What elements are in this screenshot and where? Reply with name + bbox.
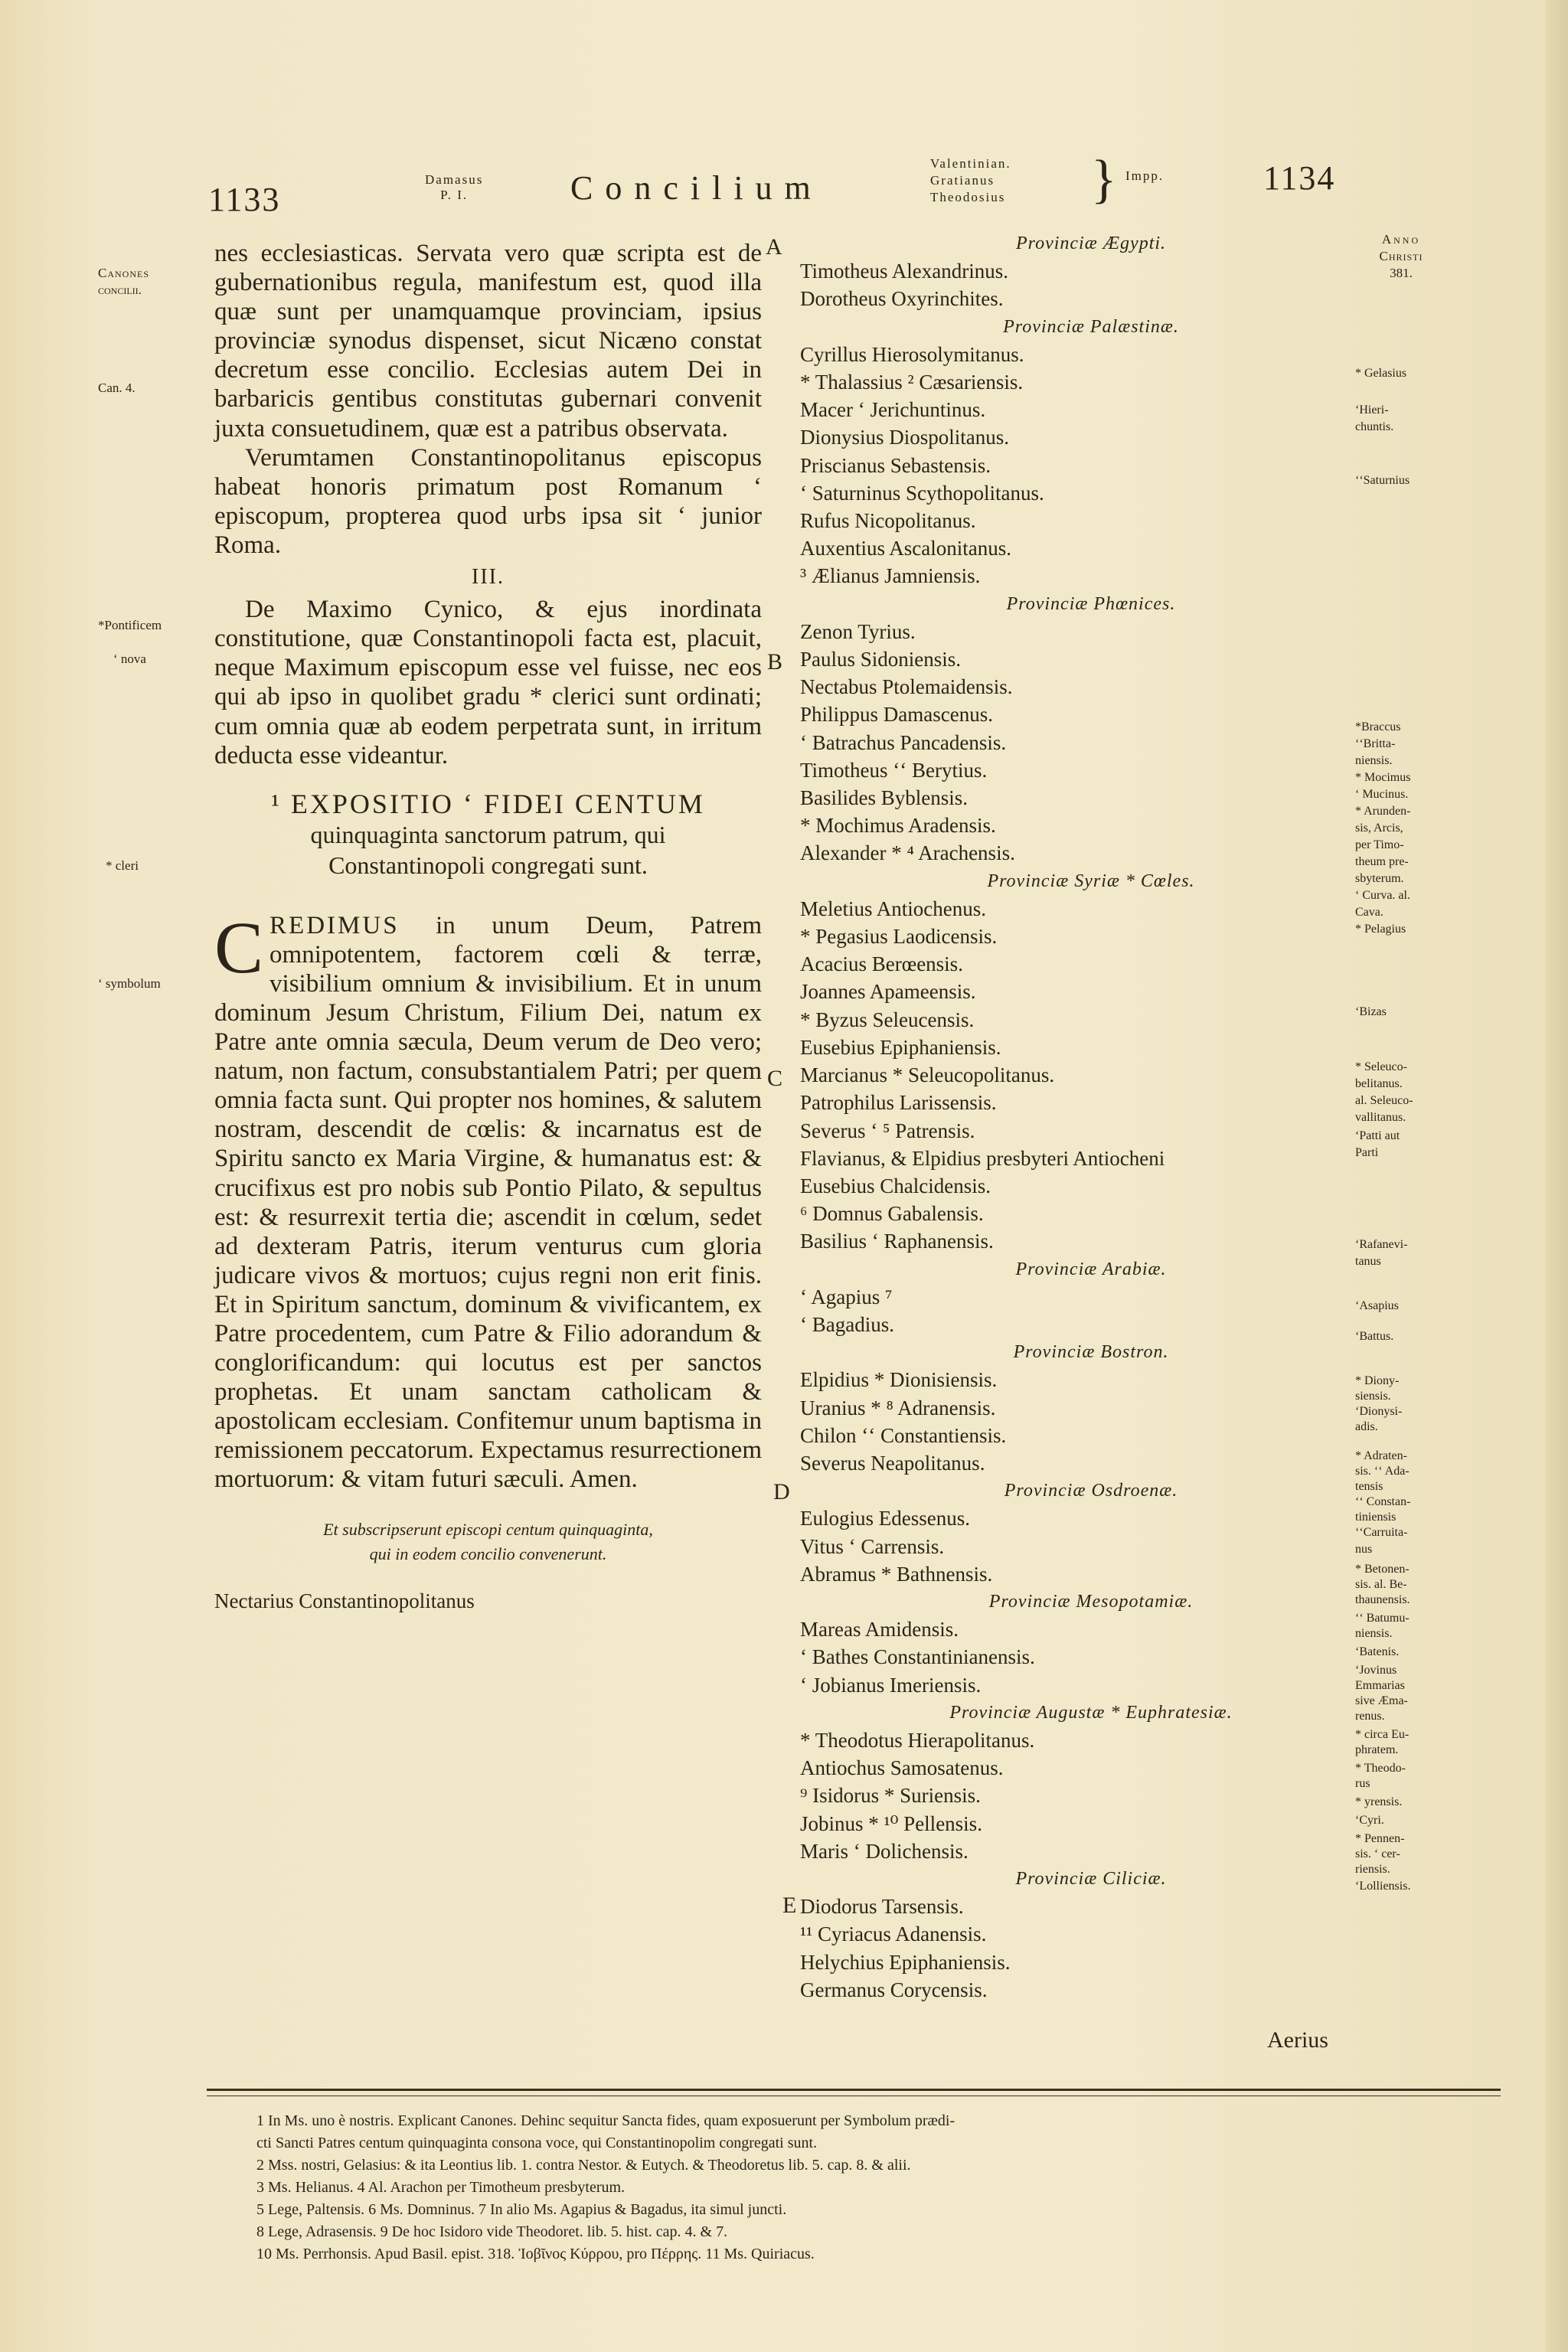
exposition-title-line-1: ¹ EXPOSITIO ʻ FIDEI CENTUM <box>271 788 705 819</box>
province-heading: Provinciæ Palæstinæ. <box>1003 316 1179 337</box>
section-letter-b: B <box>767 649 783 675</box>
exposition-title <box>214 789 762 880</box>
bishop-entry: ¹¹ Cyriacus Adanensis. <box>800 1922 987 1946</box>
footnote-line: cti Sancti Patres centum quinquaginta consona voce, qui Constantinopolim congregati sunt. <box>256 2135 818 2151</box>
margin-note: ʻʻCarruita- <box>1355 1526 1408 1539</box>
bishop-entry: Maris ʻ Dolichensis. <box>800 1839 969 1863</box>
margin-note: vallitanus. <box>1355 1111 1406 1124</box>
margin-canones <box>98 265 149 299</box>
margin-note: phratem. <box>1355 1743 1399 1756</box>
drop-cap: C <box>214 906 264 988</box>
margin-note: belitanus. <box>1355 1077 1403 1090</box>
bishop-entry: Severus Neapolitanus. <box>800 1451 985 1475</box>
footnote-line: 2 Mss. nostri, Gelasius: & ita Leontius lib. 1. contra Nestor. & Eutych. & Theodoretus lib. 5. cap. 8. & alii. <box>256 2157 911 2174</box>
left-text-column <box>214 239 762 1615</box>
margin-note: * Adraten- <box>1355 1449 1407 1462</box>
margin-canones-2: concilii. <box>98 283 142 297</box>
bishop-entry: Mareas Amidensis. <box>800 1618 959 1642</box>
header-damasus-pope: P. I. <box>440 188 469 202</box>
margin-note: * Pelagius <box>1355 923 1406 936</box>
header-brace: } <box>1091 150 1117 209</box>
header-damasus <box>425 172 483 203</box>
section-letter-e: E <box>782 1893 797 1918</box>
bishop-entry: Dionysius Diospolitanus. <box>800 426 1010 449</box>
paragraph-canon-3: Verumtamen Constantinopolitanus episcopus habeat honoris primatum post Romanum ʻ episcopum, propterea quod urbs ipsa sit ʻ junior Roma. <box>214 443 762 559</box>
header-title: Concilium <box>570 169 823 207</box>
bishop-entry: Nectabus Ptolemaidensis. <box>800 675 1013 699</box>
bishop-entry: * Byzus Seleucensis. <box>800 1008 975 1031</box>
margin-note: ʻPatti aut <box>1355 1129 1400 1142</box>
margin-note: *Braccus <box>1355 720 1401 733</box>
bishop-entry: Germanus Corycensis. <box>800 1978 988 2001</box>
margin-note: riensis. <box>1355 1863 1390 1876</box>
page-number-left: 1133 <box>208 181 281 218</box>
margin-note: * Arunden- <box>1355 805 1411 818</box>
bishop-entry: Diodorus Tarsensis. <box>800 1895 964 1919</box>
margin-note: al. Seleuco- <box>1355 1094 1413 1107</box>
margin-note: * yrensis. <box>1355 1795 1403 1808</box>
margin-cleri: * cleri <box>106 858 139 873</box>
province-heading: Provinciæ Osdroenæ. <box>1004 1481 1178 1501</box>
margin-note: ʻBizas <box>1355 1005 1387 1018</box>
margin-note: * Seleuco- <box>1355 1060 1407 1073</box>
footnote-line: 1 In Ms. uno è nostris. Explicant Canones. Dehinc sequitur Sancta fides, quam exposuerunt per Symbolum prædi- <box>256 2112 956 2129</box>
margin-symbolum: ʻ symbolum <box>98 976 161 991</box>
footnote-line: 8 Lege, Adrasensis. 9 De hoc Isidoro vide Theodoret. lib. 5. hist. cap. 4. & 7. <box>256 2223 728 2240</box>
margin-note: * Theodo- <box>1355 1762 1406 1775</box>
header-damasus-name: Damasus <box>425 172 484 187</box>
catchword: Aerius <box>1267 2027 1328 2053</box>
margin-note: ʻʻBritta- <box>1355 737 1396 750</box>
bishop-entry: Flavianus, & Elpidius presbyteri Antiocheni <box>800 1146 1165 1170</box>
margin-note: ʻCyri. <box>1355 1814 1384 1827</box>
margin-note: ʻHieri- <box>1355 403 1389 416</box>
header-emperor-2: Gratianus <box>930 173 995 188</box>
creed-text: in unum Deum, Patrem omnipotentem, factorem cœli & terræ, visibilium omnium & invisibilium. Et in unum dominum Jesum Christum, Filium Dei, natum ex Patre ante omnia sæcula, Deum verum de Deo vero; natum, non factum, consubstantialem Patri; per quem omnia facta sunt. Qui propter nos homines, & salutem nostram, descendit de cœlis: & incarnatus est de Spiritu sancto ex Maria Virgine, & humanatus est: & crucifixus est pro nobis sub Pontio Pilato, & sepultus est: & resurrexit tertia die; ascendit in cœlum, sedet ad dexteram Patris, iterum venturus cum gloria judicare vivos & mortuos; cujus regni non erit finis. Et in Spiritum sanctum, dominum & vivificantem, ex Patre procedentem, cum Patre & Filio adorandum & conglorificandum: qui locutus est per sanctos prophetas. Et unam sanctam catholicam & apostolicam ecclesiam. Confitemur unum baptisma in remissionem peccatorum. Expectamus resurrectionem mortuorum: & vitam futuri sæculi. Amen. <box>214 911 762 1494</box>
bishop-entry: Rufus Nicopolitanus. <box>800 509 976 533</box>
header-emperor-1: Valentinian. <box>930 156 1011 171</box>
bishop-entry: Acacius Berœensis. <box>800 952 963 976</box>
nectarius: Nectarius Constantinopolitanus <box>214 1589 475 1612</box>
bishop-entry: ³ Ælianus Jamniensis. <box>800 564 981 588</box>
bishop-entry: * Mochimus Aradensis. <box>800 814 996 838</box>
bishop-entry: Abramus * Bathnensis. <box>800 1562 993 1586</box>
margin-note: sis. al. Be- <box>1355 1578 1407 1591</box>
bishop-entry: ʻ Batrachus Pancadensis. <box>800 730 1007 754</box>
bishop-entry: ⁹ Isidorus * Suriensis. <box>800 1784 981 1808</box>
margin-note: tanus <box>1355 1255 1381 1268</box>
bishop-entry: ⁶ Domnus Gabalensis. <box>800 1202 984 1226</box>
margin-note: per Timo- <box>1355 838 1404 851</box>
margin-note: tensis <box>1355 1480 1383 1493</box>
bishop-entry: Alexander * ⁴ Arachensis. <box>800 841 1015 865</box>
canon-heading-3: III. <box>472 565 505 590</box>
margin-note: ʻJovinus <box>1355 1664 1397 1677</box>
bishop-entry: ʻ Jobianus Imeriensis. <box>800 1673 982 1697</box>
bishop-entry: Cyrillus Hierosolymitanus. <box>800 342 1024 366</box>
province-heading: Provinciæ Phœnices. <box>1006 593 1176 614</box>
margin-note: Cava. <box>1355 906 1383 919</box>
bishop-entry: Marcianus * Seleucopolitanus. <box>800 1063 1055 1087</box>
margin-anno <box>1355 231 1447 282</box>
footnotes <box>256 2110 1497 2265</box>
bishop-entry: Dorotheus Oxyrinchites. <box>800 287 1004 311</box>
margin-note: * Pennen- <box>1355 1832 1405 1845</box>
bishop-entry: ʻ Saturninus Scythopolitanus. <box>800 481 1044 505</box>
credimus-word: REDIMUS <box>270 911 400 939</box>
page-number-right: 1134 <box>1263 159 1336 197</box>
bishop-entry: ʻ Agapius ⁷ <box>800 1285 893 1308</box>
margin-note: ʻʻ Constan- <box>1355 1495 1411 1508</box>
margin-note: siensis. <box>1355 1390 1391 1403</box>
margin-note: chuntis. <box>1355 420 1394 433</box>
bishop-entry: ʻ Bagadius. <box>800 1312 894 1336</box>
bishop-entry: Patrophilus Larissensis. <box>800 1091 997 1115</box>
margin-note: Emmarias <box>1355 1679 1405 1692</box>
margin-note: ʻRafanevi- <box>1355 1238 1408 1251</box>
subscription-line-2: qui in eodem concilio convenerunt. <box>369 1544 607 1563</box>
margin-note: ʻBatenis. <box>1355 1645 1400 1658</box>
margin-note: niensis. <box>1355 1627 1393 1640</box>
bishop-entry: * Theodotus Hierapolitanus. <box>800 1728 1035 1752</box>
margin-can4: Can. 4. <box>98 381 136 395</box>
exposition-title-line-2: quinquaginta sanctorum patrum, qui <box>310 820 666 848</box>
margin-note: theum pre- <box>1355 855 1409 868</box>
province-heading: Provinciæ Bostron. <box>1013 1342 1169 1363</box>
margin-note: sis, Arcis, <box>1355 822 1403 835</box>
margin-note: * Betonen- <box>1355 1563 1410 1576</box>
margin-note: * Gelasius <box>1355 367 1407 380</box>
province-heading: Provinciæ Ciliciæ. <box>1015 1868 1167 1889</box>
section-letter-d: D <box>773 1479 790 1504</box>
margin-note: * Mocimus <box>1355 771 1411 784</box>
margin-note: thaunensis. <box>1355 1593 1410 1606</box>
bishop-entry: Elpidius * Dionisiensis. <box>800 1368 998 1392</box>
bishop-entry: Uranius * ⁸ Adranensis. <box>800 1396 996 1419</box>
bishop-entry: Zenon Tyrius. <box>800 619 916 643</box>
margin-note: renus. <box>1355 1710 1385 1723</box>
exposition-title-line-3: Constantinopoli congregati sunt. <box>328 851 648 879</box>
bishop-entry: Auxentius Ascalonitanus. <box>800 537 1011 560</box>
bishop-entry: Eulogius Edessenus. <box>800 1507 970 1530</box>
margin-anno-1: Anno <box>1381 232 1421 247</box>
margin-note: sis. ʻʻ Ada- <box>1355 1465 1410 1478</box>
margin-nova: ʻ nova <box>113 652 146 666</box>
bishop-entry: Meletius Antiochenus. <box>800 897 986 920</box>
subscription-note <box>214 1517 762 1566</box>
bishop-entry: Priscianus Sebastensis. <box>800 453 991 477</box>
bishop-entry: Chilon ʻʻ Constantiensis. <box>800 1423 1007 1447</box>
margin-note: Parti <box>1355 1146 1379 1159</box>
paragraph-canon-2: nes ecclesiasticas. Servata vero quæ scripta est de gubernationibus regula, manifestum est, quod illa quæ sunt per unamquamque provinciam, ipsius provinciæ synodus dispenset, sicut Nicæno constat decretum esse concilio. Ecclesias autem Dei in barbaricis gentibus constitutas gubernari convenit juxta consuetudinem, quæ est a patribus observata. <box>214 240 762 443</box>
bishops-list <box>800 230 1336 2004</box>
margin-note: * Diony- <box>1355 1374 1400 1387</box>
province-heading: Provinciæ Syriæ * Cœles. <box>987 871 1195 891</box>
header-emperors <box>930 155 1011 206</box>
bishop-entry: Helychius Epiphaniensis. <box>800 1950 1011 1974</box>
bishop-entry: * Pegasius Laodicensis. <box>800 925 998 949</box>
margin-note: nus <box>1355 1543 1373 1556</box>
margin-note: adis. <box>1355 1420 1378 1433</box>
bishop-entry: Vitus ʻ Carrensis. <box>800 1534 945 1558</box>
bishop-entry: Eusebius Chalcidensis. <box>800 1174 991 1197</box>
margin-note: ʻAsapius <box>1355 1299 1399 1312</box>
bishop-entry: Basilius ʻ Raphanensis. <box>800 1230 994 1253</box>
bishop-entry: Philippus Damascenus. <box>800 703 993 727</box>
bishop-entry: Basilides Byblensis. <box>800 786 969 810</box>
bishop-entry: Jobinus * ¹⁰ Pellensis. <box>800 1811 982 1835</box>
bishop-entry: Joannes Apameensis. <box>800 980 976 1004</box>
section-letter-c: C <box>767 1066 783 1091</box>
bishop-entry: Timotheus Alexandrinus. <box>800 260 1009 283</box>
footnote-line: 5 Lege, Paltensis. 6 Ms. Domninus. 7 In alio Ms. Agapius & Bagadus, ita simul juncti. <box>256 2201 787 2218</box>
province-heading: Provinciæ Mesopotamiæ. <box>988 1591 1194 1612</box>
margin-note: sis. ʻ cer- <box>1355 1847 1400 1860</box>
bishop-entry: Macer ʻ Jerichuntinus. <box>800 398 986 422</box>
margin-note: sbyterum. <box>1355 872 1404 885</box>
bishop-entry: Antiochus Samosatenus. <box>800 1756 1004 1780</box>
paragraph-maximus: De Maximo Cynico, & ejus inordinata constitutione, quæ Constantinopoli facta est, placuit, neque Maximum episcopum esse vel fuisse, nec eos qui ab ipso in quolibet gradu * clerici sunt ordinati; cum omnia quæ ab eodem perpetrata sunt, in irritum deducta esse videantur. <box>214 596 762 769</box>
margin-note: ʻʻSaturnius <box>1355 474 1410 487</box>
margin-note: * circa Eu- <box>1355 1728 1410 1741</box>
margin-anno-2: Christi <box>1379 249 1423 263</box>
bishop-entry: Timotheus ʻʻ Berytius. <box>800 758 988 782</box>
section-letter-a: A <box>766 234 782 260</box>
footnote-rule <box>207 2089 1501 2096</box>
margin-note: niensis. <box>1355 754 1393 767</box>
bishop-entry: Paulus Sidoniensis. <box>800 648 962 671</box>
bishop-entry: Eusebius Epiphaniensis. <box>800 1035 1001 1059</box>
margin-note: rus <box>1355 1777 1370 1790</box>
margin-note: ʻDionysi- <box>1355 1405 1403 1418</box>
margin-note: ʻBattus. <box>1355 1330 1394 1343</box>
margin-note: ʻʻ Batumu- <box>1355 1612 1410 1625</box>
margin-pontificem: *Pontificem <box>98 618 162 632</box>
bishop-entry: ʻ Bathes Constantinianensis. <box>800 1645 1035 1669</box>
province-heading: Provinciæ Arabiæ. <box>1015 1259 1167 1279</box>
margin-note: tiniensis <box>1355 1511 1396 1524</box>
margin-note: ʻ Curva. al. <box>1355 889 1410 902</box>
province-heading: Provinciæ Ægypti. <box>1015 234 1167 253</box>
page-edge <box>1545 0 1568 2352</box>
margin-note: ʻLolliensis. <box>1355 1880 1411 1893</box>
subscription-line-1: Et subscripserunt episcopi centum quinquaginta, <box>323 1519 653 1539</box>
margin-anno-3: 381. <box>1390 266 1413 280</box>
province-heading: Provinciæ Augustæ * Euphratesiæ. <box>949 1702 1233 1723</box>
margin-note: sive Æma- <box>1355 1694 1408 1707</box>
running-header <box>0 149 1568 218</box>
margin-canones-1: Canones <box>98 266 150 280</box>
bishop-entry: Severus ʻ ⁵ Patrensis. <box>800 1119 975 1142</box>
header-impp: Impp. <box>1125 168 1165 183</box>
footnote-line: 3 Ms. Helianus. 4 Al. Arachon per Timotheum presbyterum. <box>256 2179 626 2196</box>
header-emperor-3: Theodosius <box>930 190 1006 204</box>
bishop-entry: * Thalassius ² Cæsariensis. <box>800 371 1024 394</box>
margin-note: ʻ Mucinus. <box>1355 788 1409 801</box>
footnote-line: 10 Ms. Perrhonsis. Apud Basil. epist. 318. Ἰοβῖνος Κύρρου, pro Πέρρης. 11 Ms. Quiriacus. <box>256 2246 815 2262</box>
